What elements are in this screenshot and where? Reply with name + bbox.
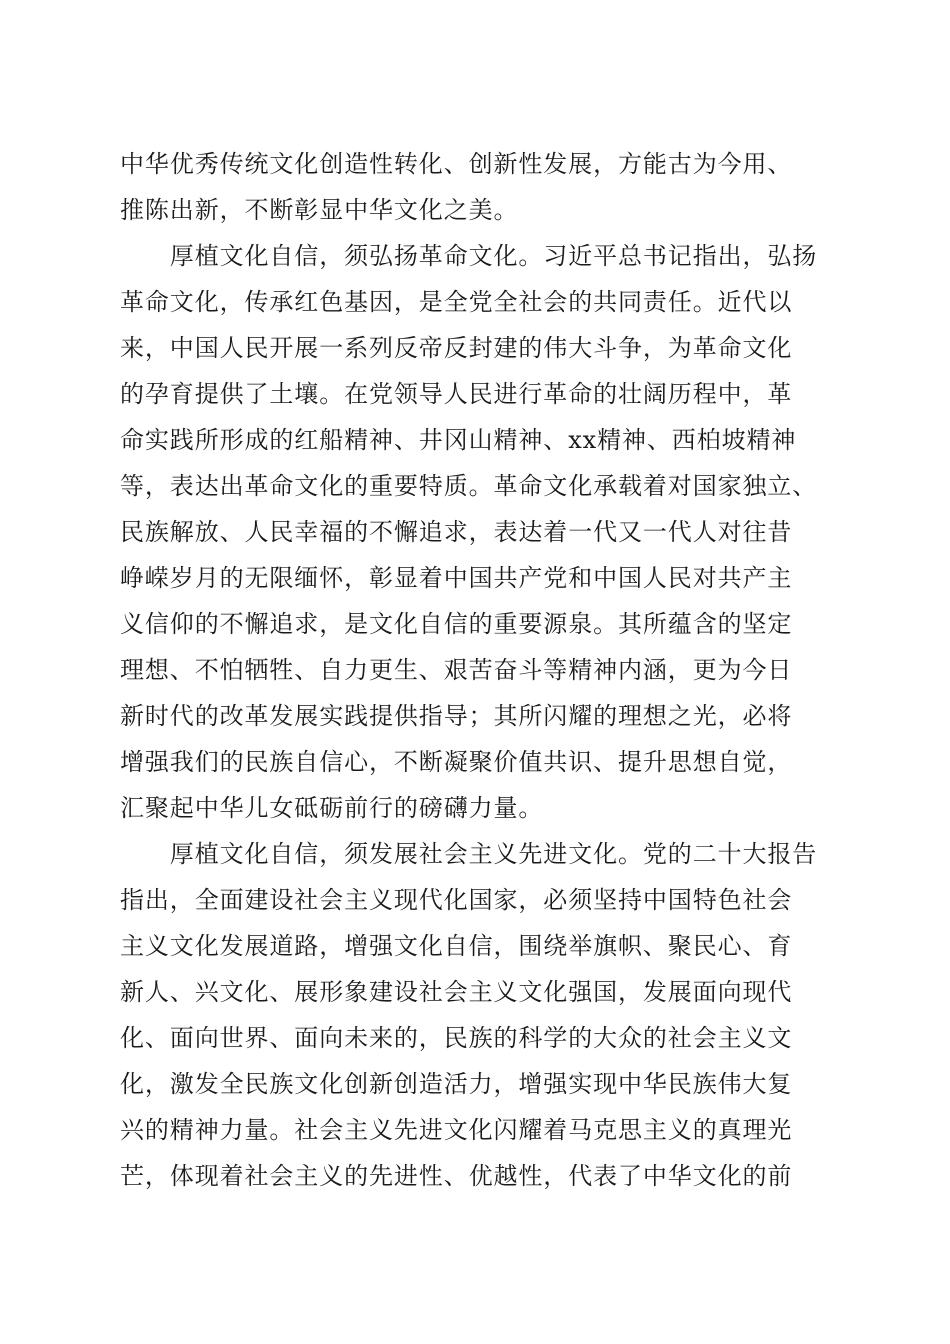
text-line: 革命文化，传承红色基因，是全党全社会的共同责任。近代以	[120, 288, 793, 316]
text-line: 新人、兴文化、展形象建设社会主义文化强国，发展面向现代	[120, 978, 793, 1006]
text-line: 命实践所形成的红船精神、井冈山精神、xx精神、西柏坡精神	[120, 426, 797, 454]
text-line: 等，表达出革命文化的重要特质。革命文化承载着对国家独立、	[120, 472, 818, 500]
text-line: 厚植文化自信，须弘扬革命文化。习近平总书记指出，弘扬	[120, 242, 818, 270]
text-line: 新时代的改革发展实践提供指导；其所闪耀的理想之光，必将	[120, 702, 793, 730]
text-line: 峥嵘岁月的无限缅怀，彰显着中国共产党和中国人民对共产主	[120, 564, 793, 592]
text-line: 增强我们的民族自信心，不断凝聚价值共识、提升思想自觉，	[120, 748, 793, 776]
text-line: 指出，全面建设社会主义现代化国家，必须坚持中国特色社会	[120, 886, 793, 914]
text-line: 化，激发全民族文化创新创造活力，增强实现中华民族伟大复	[120, 1070, 793, 1098]
text-line: 主义文化发展道路，增强文化自信，围绕举旗帜、聚民心、育	[120, 932, 793, 960]
text-line: 兴的精神力量。社会主义先进文化闪耀着马克思主义的真理光	[120, 1116, 793, 1144]
text-line: 推陈出新，不断彰显中华文化之美。	[120, 196, 519, 224]
text-line: 中华优秀传统文化创造性转化、创新性发展，方能古为今用、	[120, 150, 793, 178]
text-line: 来，中国人民开展一系列反帝反封建的伟大斗争，为革命文化	[120, 334, 793, 362]
text-line: 民族解放、人民幸福的不懈追求，表达着一代又一代人对往昔	[120, 518, 793, 546]
text-line: 义信仰的不懈追求，是文化自信的重要源泉。其所蕴含的坚定	[120, 610, 793, 638]
text-line: 理想、不怕牺牲、自力更生、艰苦奋斗等精神内涵，更为今日	[120, 656, 793, 684]
text-line: 化、面向世界、面向未来的，民族的科学的大众的社会主义文	[120, 1024, 793, 1052]
text-line: 的孕育提供了土壤。在党领导人民进行革命的壮阔历程中，革	[120, 380, 793, 408]
body-text	[120, 141, 850, 1199]
text-line: 汇聚起中华儿女砥砺前行的磅礴力量。	[120, 794, 544, 822]
text-line: 厚植文化自信，须发展社会主义先进文化。党的二十大报告	[120, 840, 818, 868]
text-line: 芒，体现着社会主义的先进性、优越性，代表了中华文化的前	[120, 1162, 793, 1190]
